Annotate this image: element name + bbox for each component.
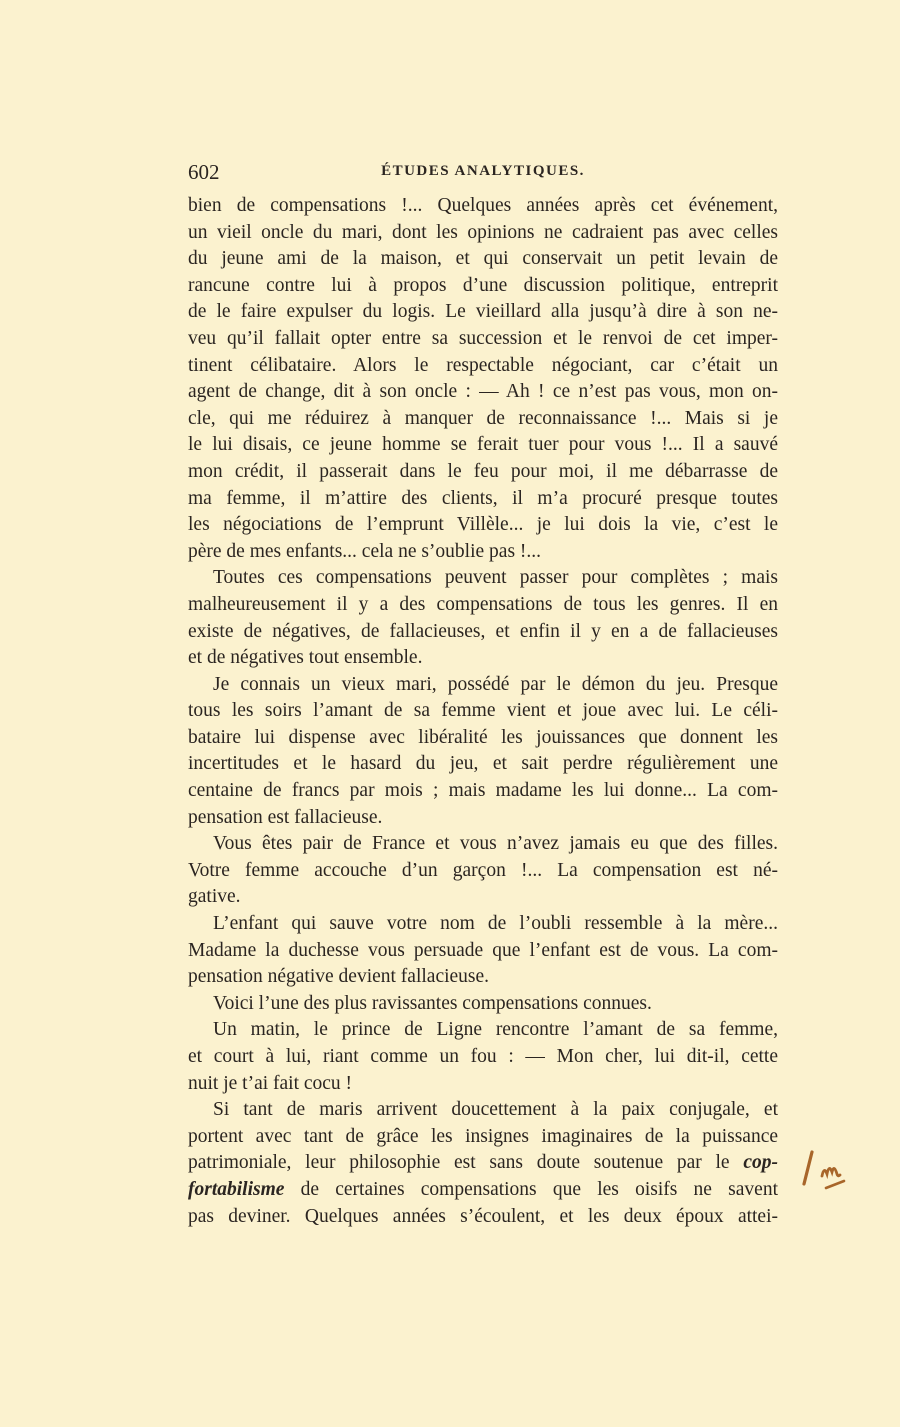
text-line xyxy=(188,805,778,832)
text-line xyxy=(188,432,778,459)
line-text: Si tant de maris arrivent doucettement à la paix conjugale, et xyxy=(213,1099,778,1121)
italic-text: fortabilisme xyxy=(188,1178,285,1200)
line-text: gative. xyxy=(188,886,241,908)
line-text: tous les soirs l’amant de sa femme vient et joue avec lui. Le céli- xyxy=(188,700,778,722)
line-text: Un matin, le prince de Ligne rencontre l’amant de sa femme, xyxy=(213,1019,778,1041)
line-text: du jeune ami de la maison, et qui conservait un petit levain de xyxy=(188,248,778,270)
text-line xyxy=(188,193,778,220)
line-text: agent de change, dit à son oncle : — Ah ! ce n’est pas vous, mon on- xyxy=(188,381,778,403)
text-line xyxy=(188,858,778,885)
text-line xyxy=(188,1044,778,1071)
text-line xyxy=(188,565,778,592)
italic-text: cop- xyxy=(743,1152,778,1174)
text-line xyxy=(188,1124,778,1151)
line-text: mon crédit, il passerait dans le feu pour moi, il me débarrasse de xyxy=(188,460,778,482)
text-line xyxy=(188,672,778,699)
line-text: et court à lui, riant comme un fou : — Mon cher, lui dit-il, cette xyxy=(188,1046,778,1067)
text-line xyxy=(188,459,778,486)
text-line xyxy=(188,698,778,725)
text-line xyxy=(188,1150,778,1177)
page-number: 602 xyxy=(188,160,220,184)
line-text: Votre femme accouche d’un garçon !... La compensation est né- xyxy=(188,859,778,881)
text-line xyxy=(188,831,778,858)
line-text: et de négatives tout ensemble. xyxy=(188,647,423,669)
line-text: Voici l’une des plus ravissantes compensations connues. xyxy=(213,992,652,1014)
text-line xyxy=(188,1204,778,1231)
text-line xyxy=(188,353,778,380)
line-text: un vieil oncle du mari, dont les opinions ne cadraient pas avec celles xyxy=(188,221,778,243)
text-line xyxy=(188,512,778,539)
line-text: L’enfant qui sauve votre nom de l’oubli ressemble à la mère... xyxy=(213,913,778,935)
line-text: existe de négatives, de fallacieuses, et enfin il y en a de fallacieuses xyxy=(188,620,778,642)
line-text: incertitudes et le hasard du jeu, et sait perdre régulièrement une xyxy=(188,753,778,775)
text-line xyxy=(188,991,778,1018)
text-line xyxy=(188,725,778,752)
line-text: Vous êtes pair de France et vous n’avez jamais eu que des filles. xyxy=(213,833,778,855)
text-line xyxy=(188,379,778,406)
text-line xyxy=(188,619,778,646)
line-text: Madame la duchesse vous persuade que l’enfant est de vous. La com- xyxy=(188,939,778,961)
text-line xyxy=(188,884,778,911)
text-line xyxy=(188,1177,778,1204)
text-line xyxy=(188,911,778,938)
text-line xyxy=(188,1071,778,1098)
line-text: Je connais un vieux mari, possédé par le démon du jeu. Presque xyxy=(213,673,778,695)
text-line xyxy=(188,1097,778,1124)
line-text: portent avec tant de grâce les insignes imaginaires de la puissance xyxy=(188,1125,778,1147)
text-line xyxy=(188,246,778,273)
line-text: pensation négative devient fallacieuse. xyxy=(188,966,490,988)
line-text: tinent célibataire. Alors le respectable négociant, car c’était un xyxy=(188,354,778,376)
line-text: patrimoniale, leur philosophie est sans doute soutenue par le xyxy=(188,1152,744,1174)
text-line xyxy=(188,964,778,991)
text-line xyxy=(188,299,778,326)
line-text: le lui disais, ce jeune homme se ferait tuer pour vous !... Il a sauvé xyxy=(188,434,778,456)
line-text: nuit je t’ai fait cocu ! xyxy=(188,1072,353,1094)
line-text: bien de compensations !... Quelques années après cet événement, xyxy=(188,195,778,216)
line-text: rancune contre lui à propos d’une discussion politique, entreprit xyxy=(188,274,778,296)
page-header xyxy=(188,160,778,186)
text-line xyxy=(188,751,778,778)
text-line xyxy=(188,220,778,247)
line-text: les négociations de l’emprunt Villèle... je lui dois la vie, c’est le xyxy=(188,514,778,536)
text-line xyxy=(188,778,778,805)
text-line xyxy=(188,326,778,353)
line-text: de certaines compensations que les oisifs ne savent xyxy=(284,1178,778,1200)
line-text: veu qu’il fallait opter entre sa succession et le renvoi de cet imper- xyxy=(188,327,778,349)
line-text: Toutes ces compensations peuvent passer pour complètes ; mais xyxy=(213,567,778,589)
text-line xyxy=(188,539,778,566)
line-text: bataire lui dispense avec libéralité les jouissances que donnent les xyxy=(188,726,778,748)
text-line xyxy=(188,592,778,619)
line-text: pensation est fallacieuse. xyxy=(188,806,383,828)
line-text: malheureusement il y a des compensations de tous les genres. Il en xyxy=(188,593,778,615)
running-title: ÉTUDES ANALYTIQUES. xyxy=(381,163,585,179)
text-line xyxy=(188,273,778,300)
line-text: ma femme, il m’attire des clients, il m’a procuré presque toutes xyxy=(188,487,778,509)
line-text: cle, qui me réduirez à manquer de reconnaissance !... Mais si je xyxy=(188,407,778,429)
line-text: pas deviner. Quelques années s’écoulent, et les deux époux attei- xyxy=(188,1205,778,1227)
line-text: de le faire expulser du logis. Le vieillard alla jusqu’à dire à son ne- xyxy=(188,301,778,323)
text-line xyxy=(188,486,778,513)
line-text: père de mes enfants... cela ne s’oublie pas !... xyxy=(188,540,542,562)
text-line xyxy=(188,1017,778,1044)
text-line xyxy=(188,645,778,672)
line-text: centaine de francs par mois ; mais madame les lui donne... La com- xyxy=(188,780,778,802)
text-line xyxy=(188,938,778,965)
text-line xyxy=(188,406,778,433)
proofreading-margin-mark xyxy=(800,1148,860,1198)
body-text xyxy=(188,193,778,1230)
